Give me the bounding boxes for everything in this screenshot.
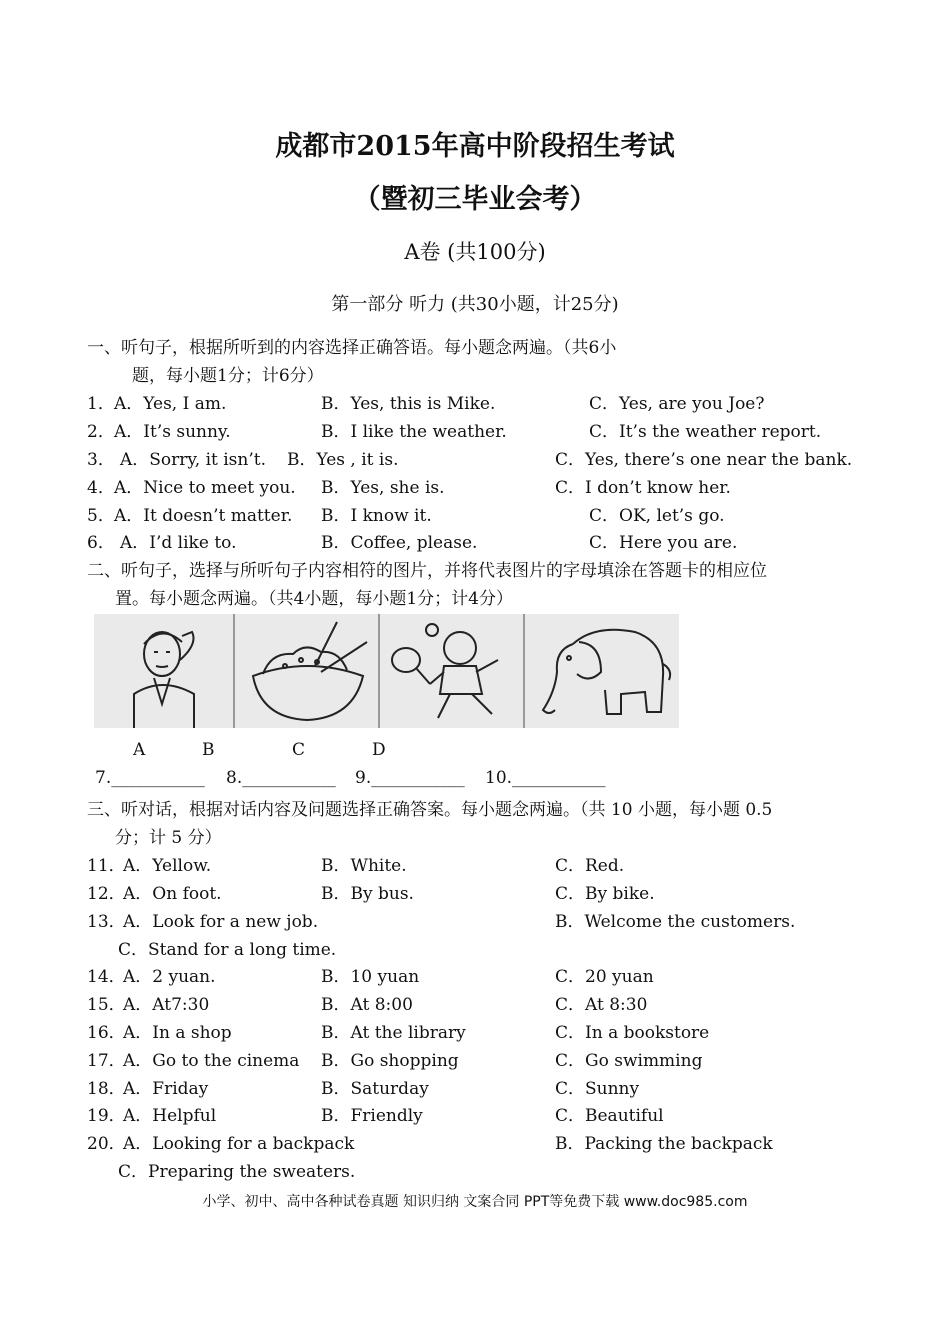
answer-blank-10[interactable]: 10.___________	[485, 768, 606, 788]
q11-option-a: A．Yellow.	[123, 856, 212, 876]
section2-instruction: 二、听句子，选择与所听句子内容相符的图片，并将代表图片的字母填涂在答题卡的相应位	[87, 561, 767, 581]
picture-d-elephant	[525, 614, 679, 728]
q3-num: 3．	[87, 450, 115, 470]
q19-num: 19．	[87, 1106, 126, 1126]
section1-instruction: 一、听句子，根据所听到的内容选择正确答语。每小题念两遍。（共6小	[87, 338, 617, 358]
q5-option-c: C．OK, let’s go.	[589, 506, 725, 526]
q20-option-b: B．Packing the backpack	[555, 1134, 773, 1154]
q13-option-b: B．Welcome the customers.	[555, 912, 796, 932]
q1-option-c: C．Yes, are you Joe?	[589, 394, 765, 414]
q18-num: 18．	[87, 1079, 126, 1099]
section3-instruction-cont: 分；计 5 分）	[115, 828, 222, 848]
q20-option-a: A．Looking for a backpack	[123, 1134, 355, 1154]
picture-label-d: D	[372, 740, 386, 760]
q17-option-a: A．Go to the cinema	[123, 1051, 300, 1071]
q1-option-a: A．Yes, I am.	[114, 394, 227, 414]
q5-option-a: A．It doesn’t matter.	[114, 506, 293, 526]
picture-label-b: B	[202, 740, 215, 760]
section3-instruction: 三、听对话，根据对话内容及问题选择正确答案。每小题念两遍。（共 10 小题，每小题 0.5	[87, 800, 773, 820]
q6-option-b: B．Coffee, please.	[321, 533, 478, 553]
q1-num: 1．	[87, 394, 115, 414]
q15-option-c: C．At 8:30	[555, 995, 648, 1015]
q13-option-c: C．Stand for a long time.	[118, 940, 337, 960]
q2-option-b: B．I like the weather.	[321, 422, 507, 442]
q12-option-a: A．On foot.	[123, 884, 222, 904]
q4-option-c: C．I don’t know her.	[555, 478, 731, 498]
q19-option-a: A．Helpful	[123, 1106, 217, 1126]
picture-c-tennis-boy	[380, 614, 525, 728]
q4-option-a: A．Nice to meet you.	[114, 478, 296, 498]
q12-option-c: C．By bike.	[555, 884, 655, 904]
q15-option-a: A．At7:30	[123, 995, 210, 1015]
q12-num: 12．	[87, 884, 126, 904]
q16-option-b: B．At the library	[321, 1023, 466, 1043]
volume-heading: A卷 (共100分)	[404, 240, 546, 264]
q14-option-a: A．2 yuan.	[123, 967, 216, 987]
q13-option-a: A．Look for a new job.	[123, 912, 319, 932]
q16-num: 16．	[87, 1023, 126, 1043]
q6-num: 6．	[87, 533, 115, 553]
page-subtitle: （暨初三毕业会考）	[353, 184, 597, 215]
q14-option-b: B．10 yuan	[321, 967, 420, 987]
q11-option-b: B．White.	[321, 856, 407, 876]
q17-option-b: B．Go shopping	[321, 1051, 459, 1071]
q14-option-c: C．20 yuan	[555, 967, 654, 987]
q16-option-a: A．In a shop	[123, 1023, 232, 1043]
q3-option-a: A．Sorry, it isn’t.	[120, 450, 266, 470]
q15-option-b: B．At 8:00	[321, 995, 413, 1015]
q20-option-c: C．Preparing the sweaters.	[118, 1162, 356, 1182]
q18-option-a: A．Friday	[123, 1079, 209, 1099]
q2-num: 2．	[87, 422, 115, 442]
q5-num: 5．	[87, 506, 115, 526]
q19-option-b: B．Friendly	[321, 1106, 423, 1126]
q14-num: 14．	[87, 967, 126, 987]
picture-strip	[94, 614, 681, 728]
q20-num: 20．	[87, 1134, 126, 1154]
q5-option-b: B．I know it.	[321, 506, 432, 526]
q3-option-c: C．Yes, there’s one near the bank.	[555, 450, 853, 470]
q1-option-b: B．Yes, this is Mike.	[321, 394, 496, 414]
q19-option-c: C．Beautiful	[555, 1106, 664, 1126]
q18-option-c: C．Sunny	[555, 1079, 640, 1099]
page-title: 成都市2015年高中阶段招生考试	[275, 131, 675, 162]
answer-blank-8[interactable]: 8.___________	[226, 768, 336, 788]
answer-blank-9[interactable]: 9.___________	[355, 768, 465, 788]
picture-label-c: C	[292, 740, 306, 760]
q2-option-c: C．It’s the weather report.	[589, 422, 822, 442]
picture-b-rice-bowl	[235, 614, 380, 728]
section2-instruction-cont: 置。每小题念两遍。（共4小题，每小题1分；计4分）	[115, 589, 513, 609]
q17-num: 17．	[87, 1051, 126, 1071]
q15-num: 15．	[87, 995, 126, 1015]
q16-option-c: C．In a bookstore	[555, 1023, 710, 1043]
answer-blank-7[interactable]: 7.___________	[95, 768, 205, 788]
q2-option-a: A．It’s sunny.	[114, 422, 231, 442]
part-heading: 第一部分 听力 (共30小题，计25分)	[331, 294, 619, 315]
q3-option-b: B．Yes , it is.	[287, 450, 399, 470]
q11-option-c: C．Red.	[555, 856, 625, 876]
q4-option-b: B．Yes, she is.	[321, 478, 445, 498]
q4-num: 4．	[87, 478, 115, 498]
q11-num: 11．	[87, 856, 126, 876]
picture-label-a: A	[133, 740, 146, 760]
q13-num: 13．	[87, 912, 126, 932]
q18-option-b: B．Saturday	[321, 1079, 429, 1099]
section1-instruction-cont: 题，每小题1分；计6分）	[132, 366, 324, 386]
q6-option-a: A．I’d like to.	[120, 533, 237, 553]
q12-option-b: B．By bus.	[321, 884, 414, 904]
page-footer: 小学、初中、高中各种试卷真题 知识归纳 文案合同 PPT等免费下载 www.doc985.com	[202, 1194, 748, 1210]
picture-a-thinking-man	[94, 614, 235, 728]
q17-option-c: C．Go swimming	[555, 1051, 703, 1071]
q6-option-c: C．Here you are.	[589, 533, 738, 553]
